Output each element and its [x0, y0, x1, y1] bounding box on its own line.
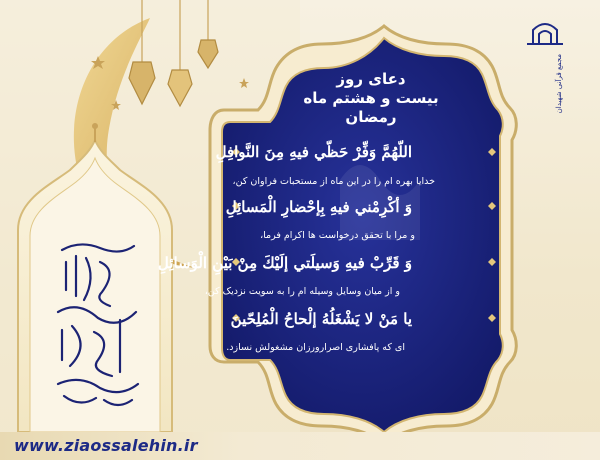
persian-line-2: و مرا با تحقق درخواست ها اکرام فرما، — [260, 230, 415, 241]
logo-caption: مجمع قرآنی شهیدان — [555, 54, 563, 114]
persian-line-3: و از میان وسایل وسیله ام را به سویت نزدیک کن، — [204, 286, 400, 297]
prayer-title — [296, 70, 446, 127]
arabic-line-3: وَ قَرِّبْ فيهِ وَسيلَتي إلَيْكَ مِنْ بَيْنِ الْوَسائِلِ — [157, 254, 412, 272]
arabic-line-2: وَ أكْرِمْني فيهِ بِإحْضارِ الْمَسائِلِ — [225, 198, 412, 216]
title-line-2: بیست و هشتم ماه رمضان — [303, 89, 439, 126]
mosque-logo-icon — [527, 24, 563, 44]
persian-line-1: خدایا بهره ام را در این ماه از مستحبات فراوان کن، — [232, 176, 435, 187]
title-line-1: دعای روز — [336, 70, 406, 88]
arabic-line-1: اللّهُمَّ وَفِّرْ حَظّي فيهِ مِنَ النَّوافِلِ — [215, 143, 412, 161]
website-link[interactable]: www.ziaossalehin.ir — [14, 436, 198, 455]
arabic-line-4: يا مَنْ لا يَشْغَلُهُ إلْحاحُ الْمُلِحّينَ — [230, 310, 412, 328]
persian-line-4: ای که پافشاری اصرارورزان مشغولش نسازد. — [226, 342, 405, 353]
